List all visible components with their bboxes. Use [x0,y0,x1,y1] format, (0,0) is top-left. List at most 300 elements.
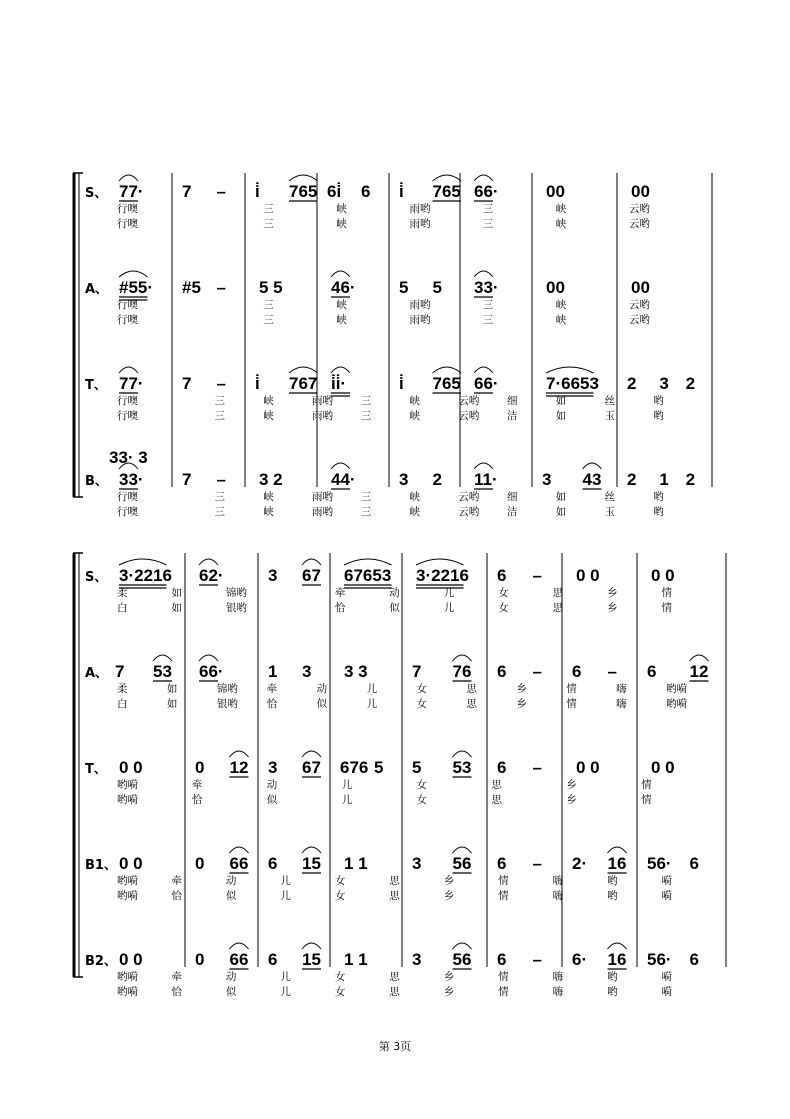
lyric: 思 [389,875,400,887]
note-group: 00 [546,278,565,297]
lyric: 三 [360,410,372,422]
lyric: 三 [263,314,274,326]
lyric: 峡 [336,299,347,311]
lyric: 三 [482,299,494,311]
lyric: 嗨 [616,698,627,710]
lyric: 似 [266,794,278,806]
note-group: 0 0 [119,758,143,777]
lyric: 思 [389,890,400,902]
note-group: 67 [302,566,321,585]
lyric: 峡 [555,299,567,311]
lyric: 牵 [171,971,182,983]
lyric: 哟嗬 [117,971,138,983]
lyric: 哟嗬 [117,794,138,806]
note-group: – [532,758,542,777]
slur [474,463,493,469]
slur [302,559,321,565]
slur [119,175,138,181]
slur [331,463,350,469]
slur [453,943,472,949]
lyric: 峡 [336,314,347,326]
lyric: 思 [491,779,502,791]
lyric: 银哟 [225,602,247,614]
slur [199,655,218,661]
note-group: 1 [268,662,278,681]
note-group: 0 [195,854,205,873]
lyric: 女 [416,794,427,806]
upper-notes: 33· 3 [109,448,148,467]
lyric: 似 [389,602,400,614]
note-group: 6 [497,854,507,873]
voice-label: B、 [85,474,108,489]
slur [119,367,138,373]
note-group: 33· [474,278,499,297]
lyric: 三 [263,299,274,311]
note-group: #5 [182,278,201,297]
note-group: 1 [659,470,669,489]
note-group: 7 [115,662,125,681]
lyric: 情 [661,602,673,614]
lyric: 峡 [555,203,567,215]
lyric: 三 [360,395,372,407]
lyric: 儿 [443,602,455,614]
voice-label: A、 [85,666,109,681]
slur [583,463,602,469]
lyric: 女 [334,971,346,983]
lyric: 雨哟 [312,395,333,407]
lyric: 雨哟 [312,410,333,422]
note-group: 3 [268,566,278,585]
note-group: 2 [685,374,696,393]
slur [331,367,350,373]
slur [546,367,594,373]
note-group: 0 [195,758,205,777]
note-group: 2 [627,470,637,489]
slur [230,751,249,757]
lyric: 峡 [263,395,274,407]
lyric: 情 [498,875,509,887]
slur [690,655,709,661]
lyric: 乡 [516,698,527,710]
slur [416,559,464,565]
note-group: 0 [195,950,205,969]
page-footer: 第 3页 [378,1040,412,1053]
lyric: 儿 [341,794,353,806]
slur [289,175,318,181]
note-group: 12 [689,662,709,681]
note-group: 6i̇ [327,182,342,201]
lyric: 锦哟 [216,683,238,695]
lyric: 情 [566,683,577,695]
lyric: 情 [641,779,652,791]
slur [230,847,249,853]
lyric: 儿 [341,779,353,791]
note-group: 7·6653 [546,374,599,393]
lyric: 儿 [443,587,455,599]
note-group: 66· [474,182,499,201]
slur [119,559,167,565]
lyric: 思 [466,683,477,695]
note-group: 5 [432,278,442,297]
note-group: 767 [289,374,318,393]
lyric: 如 [555,506,567,518]
note-group: 3 [542,470,552,489]
lyric: 似 [225,890,237,902]
lyric: 峡 [555,218,567,230]
lyric: 行噢 [117,203,138,215]
lyric: 三 [263,203,274,215]
lyric: 乡 [443,986,455,998]
note-group: 53 [452,758,472,777]
note-group: 7 [182,182,192,201]
note-group: 7 [182,470,192,489]
note-group: 15 [302,854,321,873]
lyric: 思 [552,587,564,599]
slur [230,943,249,949]
note-group: 6 [497,950,507,969]
note-group: 53 [153,662,172,681]
note-group: 33· [119,470,144,489]
lyric: 嗨 [552,890,564,902]
note-group: 3 3 [344,662,368,681]
note-group: 0 0 [119,854,143,873]
note-group: 6 [572,662,582,681]
lyric: 乡 [443,890,455,902]
lyric: 动 [316,683,328,695]
lyric: 云哟 [628,218,650,230]
note-group: 6 [689,854,699,873]
lyric: 儿 [280,890,291,902]
lyric: 情 [566,698,577,710]
note-group: 676 [340,758,369,777]
lyric: 女 [334,986,346,998]
slur [453,751,472,757]
note-group: 16 [607,950,627,969]
note-group: i̇ [399,182,404,201]
note-group: – [216,374,226,393]
note-group: 12 [229,758,249,777]
lyric: 乡 [443,875,455,887]
note-group: 765 [432,374,461,393]
slur [453,655,472,661]
lyric: 峡 [336,203,347,215]
lyric: 洁 [507,506,518,518]
lyric: 云哟 [458,491,480,503]
lyric: 情 [498,971,509,983]
lyric: 峡 [409,410,420,422]
lyric: 云哟 [628,203,650,215]
slur [453,847,472,853]
slur [331,271,350,277]
note-group: 3 [399,470,409,489]
note-group: 0 0 [576,758,600,777]
lyric: 峡 [409,491,420,503]
lyric: 哟 [607,971,618,983]
note-group: 3·2216 [119,566,172,585]
note-group: – [532,854,542,873]
lyric: 哟 [607,875,618,887]
note-group: – [532,662,542,681]
lyric: 丝 [604,395,615,407]
lyric: 嗬 [661,875,673,887]
note-group: 6· [572,950,588,969]
lyric: 哟 [653,395,664,407]
lyric: 嗬 [661,971,673,983]
note-group: 0 0 [119,950,143,969]
lyric: 动 [389,587,400,599]
lyric: 嗨 [616,683,627,695]
note-group: 6 [268,854,278,873]
note-group: i̇i̇· [331,374,347,393]
note-group: 66 [229,950,249,969]
lyric: 哟嗬 [666,683,688,695]
note-group: 1 1 [344,950,368,969]
lyric: 雨哟 [312,506,333,518]
note-group: 66 [229,854,249,873]
lyric: 如 [171,602,182,614]
note-group: 62· [199,566,224,585]
lyric: 思 [466,698,477,710]
lyric: 儿 [280,875,291,887]
slur [302,751,321,757]
note-group: – [216,470,226,489]
note-group: – [532,950,542,969]
note-group: – [532,566,542,585]
lyric: 哟 [653,410,664,422]
lyric: 恰 [191,794,203,806]
lyric: 哟 [653,506,664,518]
slur [199,559,218,565]
lyric: 雨哟 [409,218,431,230]
lyric: 思 [491,794,502,806]
note-group: 5 [399,278,409,297]
lyric: 哟 [653,491,664,503]
note-group: 3 [659,374,669,393]
lyric: 嗬 [661,986,673,998]
lyric: 如 [166,683,178,695]
slur [474,175,493,181]
lyric: 恰 [171,986,182,998]
lyric: 三 [214,506,225,518]
slur [433,367,462,373]
voice-label: A、 [85,282,109,297]
lyric: 女 [334,890,346,902]
lyric: 峡 [263,506,274,518]
slur [474,367,493,373]
lyric: 三 [214,491,225,503]
lyric: 乡 [516,683,527,695]
lyric: 情 [661,587,673,599]
lyric: 三 [263,218,274,230]
lyric: 牵 [171,875,182,887]
lyric: 女 [498,587,509,599]
note-group: i̇ [255,182,260,201]
lyric: 牵 [191,779,203,791]
lyric: 三 [214,410,225,422]
note-group: 3 [412,950,422,969]
lyric: 丝 [604,491,615,503]
lyric: 哟 [607,890,618,902]
note-group: 00 [631,278,650,297]
note-group: 56· [647,950,672,969]
slur [153,655,172,661]
lyric: 牵 [334,587,346,599]
lyric: 嗨 [552,986,564,998]
note-group: 765 [432,182,461,201]
lyric: 哟嗬 [117,875,138,887]
lyric: 儿 [366,683,378,695]
lyric: 情 [641,794,652,806]
lyric: 三 [214,395,225,407]
note-group: 2 [627,374,637,393]
voice-label: B1、 [85,858,117,873]
lyric: 似 [316,698,328,710]
lyric: 儿 [280,986,291,998]
note-group: 6 [361,182,371,201]
lyric: 嗨 [552,971,564,983]
note-group: 2· [572,854,588,873]
lyric: 云哟 [628,299,650,311]
note-group: 00 [546,182,565,201]
lyric: 洁 [507,410,518,422]
note-group: 2 [685,470,696,489]
lyric: 嗨 [552,875,564,887]
note-group: 66· [199,662,224,681]
lyric: 女 [334,875,346,887]
note-group: 6 [689,950,699,969]
lyric: 如 [555,491,567,503]
lyric: 女 [416,683,427,695]
note-group: 56· [647,854,672,873]
note-group: – [216,182,226,201]
lyric: 行噢 [117,299,138,311]
note-group: 3·2216 [416,566,469,585]
lyric: 白 [117,602,128,614]
lyric: 行噢 [117,491,138,503]
lyric: 雨哟 [409,299,431,311]
note-group: 46· [331,278,356,297]
note-group: 5 [412,758,422,777]
lyric: 如 [171,587,182,599]
voice-label: B2、 [85,954,117,969]
slur [119,271,148,277]
voice-label: S、 [85,570,108,585]
note-group: 3 [412,854,422,873]
note-group: i̇ [399,374,404,393]
slur [302,943,321,949]
note-group: 67653 [344,566,392,585]
lyric: 细 [507,491,518,503]
slur [608,847,627,853]
lyric: 恰 [334,602,346,614]
lyric: 思 [389,971,400,983]
lyric: 行噢 [117,395,138,407]
lyric: 牵 [266,683,278,695]
lyric: 雨哟 [409,314,431,326]
note-group: 56 [452,950,472,969]
note-group: 6 [497,566,507,585]
slur [289,367,318,373]
lyric: 玉 [604,506,615,518]
slur [433,175,462,181]
note-group: 56 [452,854,472,873]
lyric: 三 [482,314,494,326]
note-group: – [216,278,226,297]
note-group: 67 [302,758,321,777]
note-group: 3 2 [259,470,283,489]
lyric: 似 [225,986,237,998]
lyric: 恰 [266,698,278,710]
lyric: 峡 [263,491,274,503]
note-group: 11· [474,470,498,489]
lyric: 思 [389,986,400,998]
lyric: 动 [225,875,237,887]
lyric: 柔 [117,587,128,599]
lyric: 白 [117,698,128,710]
lyric: 如 [555,410,567,422]
note-group: 44· [331,470,356,489]
lyric: 恰 [171,890,182,902]
note-group: 0 0 [651,566,675,585]
lyric: 动 [266,779,278,791]
lyric: 哟嗬 [117,890,138,902]
note-group: 66· [474,374,499,393]
note-group: 5 [374,758,384,777]
voice-label: S、 [85,186,108,201]
lyric: 哟嗬 [117,986,138,998]
lyric: 三 [360,506,372,518]
slur [302,847,321,853]
lyric: 嗬 [661,890,673,902]
lyric: 云哟 [458,506,480,518]
lyric: 乡 [566,794,577,806]
note-group: 0 0 [651,758,675,777]
note-group: #55· [119,278,154,297]
slur [608,943,627,949]
lyric: 云哟 [458,395,480,407]
note-group: 6 [268,950,278,969]
lyric: 峡 [263,410,274,422]
lyric: 行噢 [117,506,138,518]
lyric: 三 [482,203,494,215]
note-group: 6 [497,758,507,777]
lyric: 雨哟 [312,491,333,503]
lyric: 行噢 [117,410,138,422]
lyric: 乡 [607,602,618,614]
note-group: i̇ [255,374,260,393]
lyric: 三 [360,491,372,503]
lyric: 乡 [443,971,455,983]
note-group: 7 [182,374,192,393]
lyric: 乡 [607,587,618,599]
lyric: 三 [482,218,494,230]
note-group: 16 [607,854,627,873]
lyric: 峡 [409,395,420,407]
note-group: 15 [302,950,321,969]
note-group: 77· [119,182,144,201]
lyric: 峡 [409,506,420,518]
lyric: 峡 [336,218,347,230]
lyric: 情 [498,986,509,998]
lyric: 玉 [604,410,615,422]
lyric: 如 [166,698,178,710]
note-group: 5 5 [259,278,283,297]
lyric: 如 [555,395,567,407]
note-group: 1 1 [344,854,368,873]
note-group: 765 [289,182,318,201]
slur [474,271,493,277]
note-group: – [607,662,617,681]
